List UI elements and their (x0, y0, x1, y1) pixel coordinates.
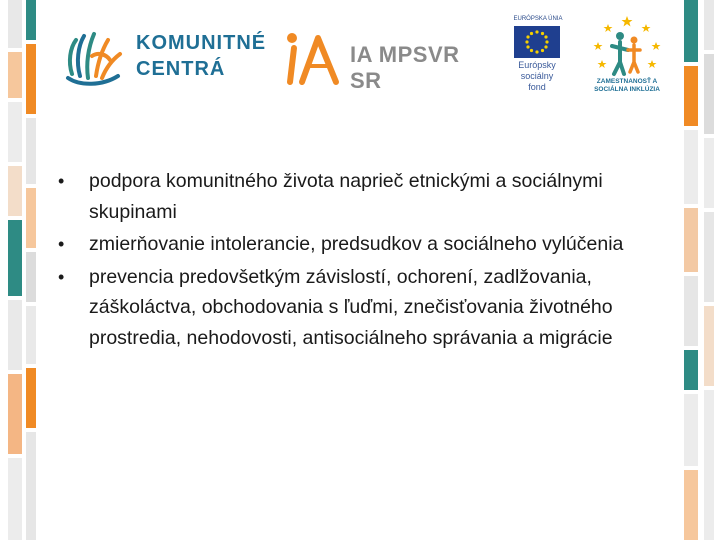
list-item-text: zmierňovanie intolerancie, predsudkov a sociálneho vylúčenia (89, 233, 624, 255)
list-item (56, 262, 666, 354)
bullet-icon: • (58, 266, 65, 287)
list-item-text: prevencia predovšetkým závislostí, ochorení, zadlžovania, záškoláctva, obchodovania s ľuďmi, znečisťovania životného prostredia, nehodovosti, antisociálneho správania a migrácie (89, 265, 613, 349)
list-item-text: podpora komunitného života naprieč etnickými a sociálnymi skupinami (89, 170, 603, 223)
bullet-icon: • (58, 234, 65, 254)
zamestnanost-text: ZAMESTNANOSŤ A SOCIÁLNA INKLÚZIA (594, 78, 660, 93)
bullet-icon: • (58, 171, 65, 191)
ia-mpsvr-logo (282, 28, 492, 93)
slide-body (56, 166, 666, 355)
esf-text: Európsky sociálny fond (518, 60, 556, 92)
km-line2: CENTRÁ (136, 58, 226, 80)
km-line1: KOMUNITNÉ (136, 32, 267, 54)
hands-emblem-icon (62, 26, 128, 90)
komunitne-centra-logo (62, 26, 282, 90)
bullet-list (56, 166, 666, 353)
ia-emblem-icon (282, 28, 346, 90)
zamestnanost-logo (586, 14, 668, 98)
list-item (56, 166, 666, 227)
eu-flag-icon (514, 26, 560, 58)
ia-mpsvr-text: IA MPSVR SR (350, 42, 460, 93)
people-stars-emblem-icon (586, 14, 668, 78)
list-item (56, 229, 666, 260)
eu-caption: EURÓPSKA ÚNIA (513, 16, 563, 22)
komunitne-centra-wordmark (136, 30, 266, 82)
eu-esf-logo (510, 16, 566, 96)
